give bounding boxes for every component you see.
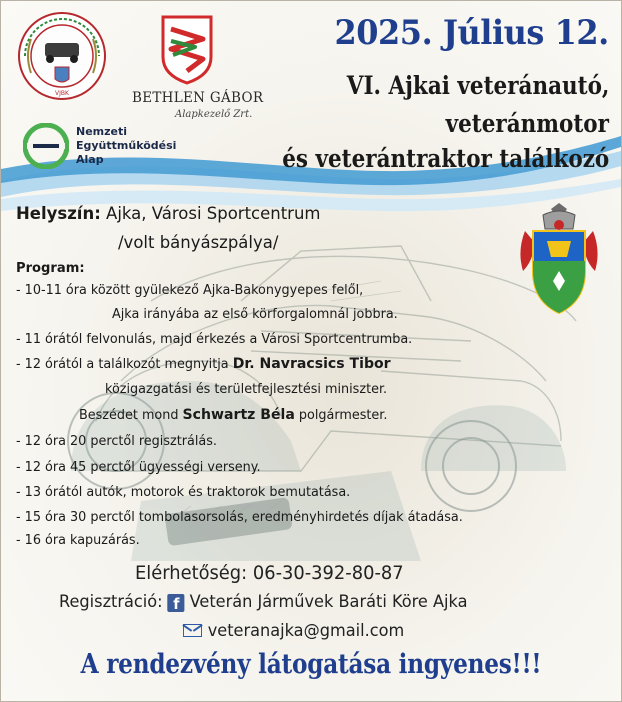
- program-line-2: Ajka irányába az első körforgalomnál jobbra.: [112, 307, 398, 322]
- location-label: Helyszín:: [16, 204, 101, 224]
- bethlen-gabor-name: BETHLEN GÁBOR: [132, 90, 264, 106]
- mayor-name: Schwartz Béla: [182, 407, 295, 423]
- title-line-3: és veterántraktor találkozó: [281, 144, 609, 173]
- bethlen-gabor-logo: [161, 15, 213, 85]
- program-line-4-text: - 12 órától a találkozót megnyitja: [16, 357, 233, 372]
- ajka-coat-of-arms: [513, 201, 605, 321]
- facebook-page-link[interactable]: Veterán Járművek Baráti Köre Ajka: [189, 592, 468, 612]
- facebook-icon: f: [168, 594, 185, 612]
- club-seal-logo: [17, 11, 107, 101]
- free-entry-banner: A rendezvény látogatása ingyenes!!!: [80, 649, 542, 680]
- nea-line-2: Együttműködési: [76, 139, 177, 152]
- registration-line: [59, 592, 467, 612]
- program-line-6-end: polgármester.: [294, 408, 388, 423]
- title-line-2: veteránmotor: [445, 109, 609, 138]
- bethlen-gabor-subtitle: Alapkezelő Zrt.: [175, 109, 253, 120]
- registration-label: Regisztráció:: [59, 592, 163, 612]
- program-line-11: - 16 óra kapuzárás.: [16, 533, 140, 548]
- location-line-1: [16, 204, 320, 224]
- program-line-5: közigazgatási és területfejlesztési miniszter.: [105, 382, 388, 397]
- program-line-8: - 12 óra 45 perctől ügyességi verseny.: [16, 460, 261, 475]
- program-heading: Program:: [16, 260, 85, 276]
- envelope-icon: [183, 624, 202, 637]
- program-line-1: - 10-11 óra között gyülekező Ajka-Bakonygyepes felől,: [16, 283, 364, 298]
- email-link[interactable]: veteranajka@gmail.com: [207, 621, 405, 641]
- location-value: Ajka, Városi Sportcentrum: [106, 204, 321, 224]
- nea-text: [76, 125, 176, 167]
- phone-label: Elérhetőség:: [135, 562, 248, 584]
- location-line-2: /volt bányászpálya/: [118, 233, 279, 253]
- minister-name: Dr. Navracsics Tibor: [232, 356, 391, 372]
- phone-number[interactable]: 06-30-392-80-87: [252, 562, 404, 584]
- phone-line: [135, 562, 404, 584]
- nea-logo: [23, 123, 69, 169]
- program-line-10: - 15 óra 30 perctől tombolasorsolás, eredményhirdetés díjak átadása.: [16, 510, 463, 525]
- program-line-7: - 12 óra 20 perctől regisztrálás.: [16, 434, 217, 449]
- program-line-6: [79, 407, 387, 423]
- program-line-9: - 13 órától autók, motorok és traktorok bemutatása.: [16, 485, 351, 500]
- svg-text:VJBK: VJBK: [55, 90, 69, 97]
- program-line-4: [16, 356, 391, 372]
- nea-line-3: Alap: [76, 153, 104, 166]
- event-date: 2025. Július 12.: [334, 13, 609, 53]
- nea-line-1: Nemzeti: [76, 125, 128, 138]
- email-line: [183, 621, 404, 641]
- program-line-3: - 11 órától felvonulás, majd érkezés a Városi Sportcentrumba.: [16, 332, 413, 347]
- title-line-1: VI. Ajkai veteránautó,: [346, 71, 609, 100]
- program-line-6-text: Beszédet mond: [79, 408, 183, 423]
